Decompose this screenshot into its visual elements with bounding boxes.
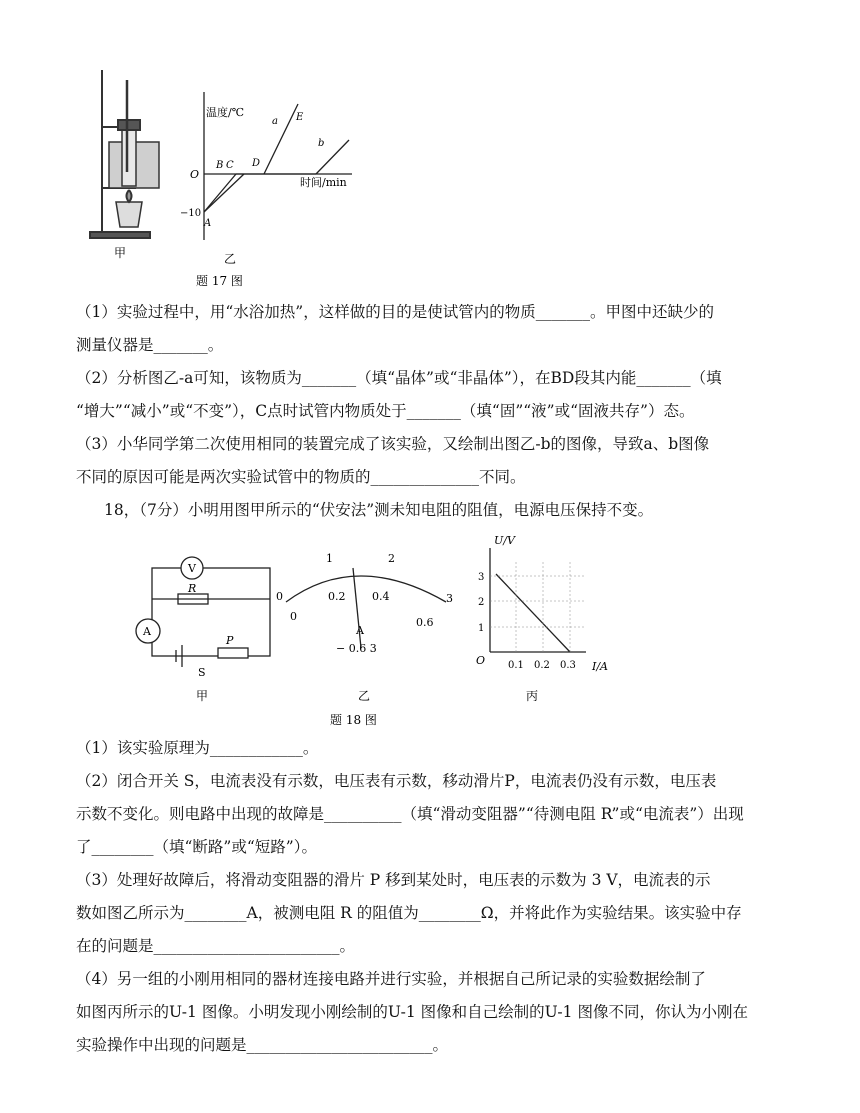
figure-17: [84, 62, 364, 292]
graph-yticks: [478, 572, 484, 634]
fig17-origin: O: [190, 168, 200, 181]
graph-y-label: U/V: [494, 534, 515, 547]
fig18-label-bing: 丙: [526, 689, 539, 703]
svg-text:2: 2: [478, 597, 485, 608]
q18-title: 18，（7分）小明用图甲所示的“伏安法”测未知电阻的阻值，电源电压保持不变。: [104, 501, 654, 519]
circuit-v: V: [188, 562, 196, 575]
ammeter-terminals: − 0.6 3: [336, 642, 377, 655]
circuit-diagram: [136, 557, 270, 667]
q18-p4-line1: （4）另一组的小刚用相同的器材连接电路并进行实验，并根据自己所记录的实验数据绘制了: [76, 970, 706, 988]
svg-text:0.4: 0.4: [372, 590, 390, 603]
svg-text:0: 0: [290, 610, 297, 623]
q18-p3-line2: 数如图乙所示为________A，被测电阻 R 的阻值为________Ω，并将此作为实验结果。该实验中存: [76, 904, 742, 922]
ammeter-scale-top: [276, 552, 453, 605]
fig17-caption: 题 17 图: [196, 274, 243, 288]
svg-text:3: 3: [446, 592, 453, 605]
svg-text:0.6: 0.6: [416, 616, 434, 629]
heating-apparatus: [90, 70, 159, 238]
graph-origin: O: [476, 654, 486, 667]
fig17-neg10: −10: [180, 208, 202, 219]
fig18-label-yi: 乙: [358, 689, 371, 703]
q17-p3-line1: （3）小华同学第二次使用相同的装置完成了该实验，又绘制出图乙-b的图像，导致a、b图像: [76, 435, 710, 453]
q18-p2-line3: 了________（填“断路”或“短路”）。: [76, 838, 317, 856]
fig17-label-yi: 乙: [224, 252, 237, 266]
q18-p4-line3: 实验操作中出现的问题是________________________。: [76, 1036, 449, 1054]
ammeter-a: A: [356, 624, 364, 637]
svg-text:1: 1: [326, 552, 333, 565]
circuit-r: R: [188, 582, 197, 595]
ammeter-dial: [286, 568, 446, 648]
fig17-x-axis: 时间/min: [300, 176, 347, 189]
q18-p3-line1: （3）处理好故障后，将滑动变阻器的滑片 P 移到某处时，电压表的示数为 3 V，电流表的示: [76, 871, 711, 889]
svg-text:1: 1: [478, 623, 485, 634]
fig17-pt-d: D: [252, 158, 261, 169]
q17-p2-line2: “增大”“减小”或“不变”），C点时试管内物质处于_______（填“固”“液”或“固液共存”）态。: [76, 402, 695, 420]
fig17-curve-a: a: [272, 116, 278, 127]
circuit-a: A: [143, 625, 151, 638]
fig18-label-jia: 甲: [196, 689, 209, 703]
svg-text:0: 0: [276, 590, 283, 603]
svg-text:0.2: 0.2: [534, 660, 550, 671]
figure-18: [116, 530, 632, 728]
q18-p3-line3: 在的问题是________________________。: [76, 937, 356, 955]
fig17-pt-c: C: [226, 160, 234, 171]
fig17-y-axis: 温度/℃: [206, 106, 245, 119]
fig17-pt-b: B: [216, 160, 224, 171]
q17-p2-line1: （2）分析图乙-a可知，该物质为_______（填“晶体”或“非晶体”），在BD段其内能_______（填: [76, 369, 722, 387]
svg-text:2: 2: [388, 552, 395, 565]
circuit-p: P: [226, 634, 234, 647]
svg-text:0.1: 0.1: [508, 660, 524, 671]
fig17-curve-b: b: [318, 138, 325, 149]
graph-xticks: [508, 660, 576, 671]
fig17-pt-e: E: [296, 112, 304, 123]
q17-p3-line2: 不同的原因可能是两次实验试管中的物质的______________不同。: [76, 468, 526, 486]
ui-graph-grid: [490, 562, 584, 652]
q17-p1-line1: （1）实验过程中，用“水浴加热”，这样做的目的是使试管内的物质_______。甲图中还缺少的: [76, 303, 714, 321]
svg-text:0.2: 0.2: [328, 590, 346, 603]
fig18-caption: 题 18 图: [330, 713, 377, 727]
q18-p2-line2: 示数不变化。则电路中出现的故障是__________（填“滑动变阻器”“待测电阻 R”或“电流表”）出现: [76, 805, 744, 823]
fig17-label-jia: 甲: [114, 246, 127, 260]
fig17-pt-a: A: [204, 218, 212, 229]
svg-text:3: 3: [478, 572, 485, 583]
svg-text:0.3: 0.3: [560, 660, 576, 671]
q18-p4-line2: 如图丙所示的U-1 图像。小明发现小刚绘制的U-1 图像和自己绘制的U-1 图像不同，你认为小刚在: [76, 1003, 748, 1021]
graph-x-label: I/A: [592, 660, 608, 673]
q17-p1-line2: 测量仪器是_______。: [76, 336, 224, 354]
circuit-s: S: [198, 666, 206, 679]
ui-graph: [490, 548, 586, 652]
q18-p2-line1: （2）闭合开关 S，电流表没有示数，电压表有示数，移动滑片P，电流表仍没有示数，电压表: [76, 772, 717, 790]
q18-p1: （1）该实验原理为____________。: [76, 739, 319, 757]
